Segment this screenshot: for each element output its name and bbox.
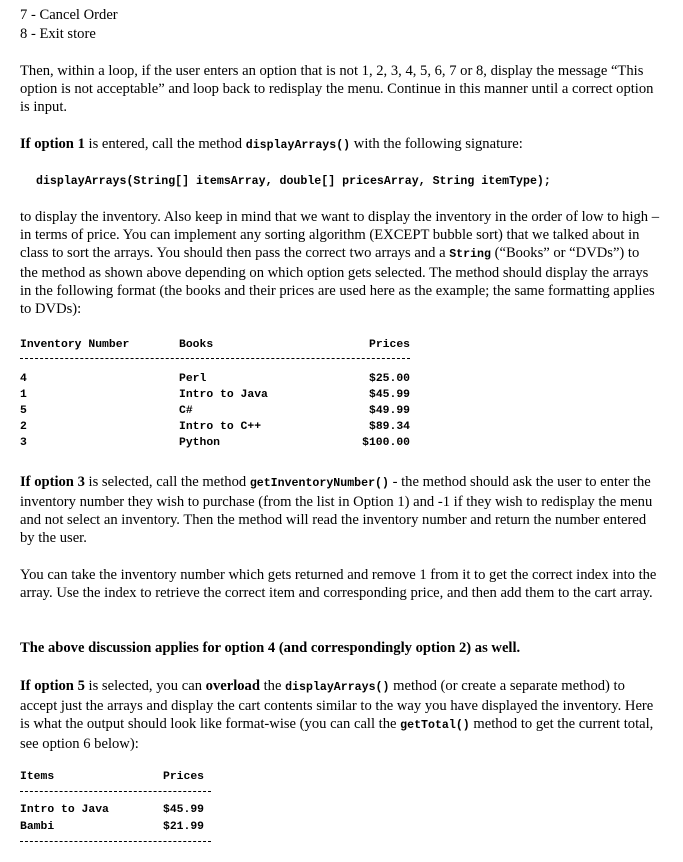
table-divider [20, 841, 211, 842]
option3-tail: - the method should ask the user to enter the inventory number they wish to purchase (from the list in Option 1) and -1 if they wish to redisplay the menu and not select an inventory. Then the method will read the inventory number and return the number entered by the user. [20, 474, 653, 546]
get-inventory-number-method: getInventoryNumber() [249, 477, 389, 490]
table-cell-item: Intro to C++ [179, 421, 262, 433]
table-cell-number: 3 [20, 437, 27, 449]
option5-mid3: method (or create a separate method) to accept just the arrays and display the cart contents similar to the way you have displayed the inventory. Here is what the output should look like format-wise (you can call the [20, 678, 654, 732]
header-prices: Prices [163, 771, 205, 783]
option5-tail: method to get the current total, see option 6 below): [20, 716, 654, 752]
method-signature: displayArrays(String[] itemsArray, double[] pricesArray, String itemType); [36, 175, 551, 188]
overload-word: overload [205, 678, 260, 694]
header-books: Books [179, 339, 214, 351]
table-cell-price: $45.99 [368, 389, 410, 401]
option5-paragraph [20, 677, 660, 753]
string-keyword: String [449, 248, 491, 261]
display-arrays-method: displayArrays() [285, 681, 390, 694]
table-cell-price: $45.99 [163, 804, 205, 816]
table-cell-number: 1 [20, 389, 27, 401]
table-cell-price: $89.34 [368, 421, 410, 433]
table-divider [20, 358, 410, 359]
header-items: Items [20, 771, 55, 783]
table-cell-price: $21.99 [163, 821, 205, 833]
index-paragraph: You can take the inventory number which gets returned and remove 1 from it to get the correct index into the array. Use the index to retrieve the correct item and corresponding price, and then add them to the cart array. [20, 567, 657, 601]
table-cell-item: Intro to Java [179, 389, 268, 401]
table-cell-number: 4 [20, 373, 27, 385]
menu-item-cancel-order: 7 - Cancel Order [20, 7, 118, 23]
header-inventory-number: Inventory Number [20, 339, 130, 351]
option5-mid1: is selected, you can [84, 678, 206, 694]
option3-mid: is selected, call the method [84, 474, 250, 490]
option3-paragraph [20, 473, 660, 547]
applies-paragraph: The above discussion applies for option 4 (and correspondingly option 2) as well. [20, 640, 521, 656]
table-cell-item: Python [179, 437, 221, 449]
table-cell-item: Intro to Java [20, 804, 109, 816]
table-divider [20, 791, 211, 792]
option1-mid: is entered, call the method [84, 136, 246, 152]
table-cell-number: 5 [20, 405, 27, 417]
loop-paragraph: Then, within a loop, if the user enters an option that is not 1, 2, 3, 4, 5, 6, 7 or 8, display the message “This option is not acceptable” and loop back to redisplay the menu. Continue in this manner until a correct option is input. [20, 63, 654, 115]
table-cell-item: Bambi [20, 821, 55, 833]
get-total-method: getTotal() [400, 719, 470, 732]
table-cell-price: $49.99 [368, 405, 410, 417]
option1-tail: with the following signature: [350, 136, 523, 152]
table-cell-number: 2 [20, 421, 27, 433]
table-cell-item: Perl [179, 373, 207, 385]
table-cell-price: $100.00 [362, 437, 410, 449]
display-text-2: (“Books” or “DVDs”) to the method as shown above depending on which option gets selected. The method should display the arrays in the following format (the books and their prices are used here as the example; the same formatting applies to DVDs): [20, 245, 655, 317]
option1-paragraph [20, 135, 660, 155]
display-paragraph [20, 208, 660, 318]
option1-lead: If option 1 [20, 136, 85, 152]
table-cell-price: $25.00 [368, 373, 410, 385]
display-text-1: to display the inventory. Also keep in mind that we want to display the inventory in the order of low to high – in terms of price. You can implement any sorting algorithm (EXCEPT bubble sort) that we talked about in class to sort the arrays. You should then pass the correct two arrays and a [20, 209, 660, 261]
display-arrays-method: displayArrays() [245, 139, 351, 152]
option5-mid2: the [259, 678, 286, 694]
option5-lead: If option 5 [20, 678, 85, 694]
header-prices: Prices [368, 339, 410, 351]
option3-lead: If option 3 [20, 474, 85, 490]
table-cell-item: C# [179, 405, 193, 417]
menu-item-exit-store: 8 - Exit store [20, 26, 96, 42]
